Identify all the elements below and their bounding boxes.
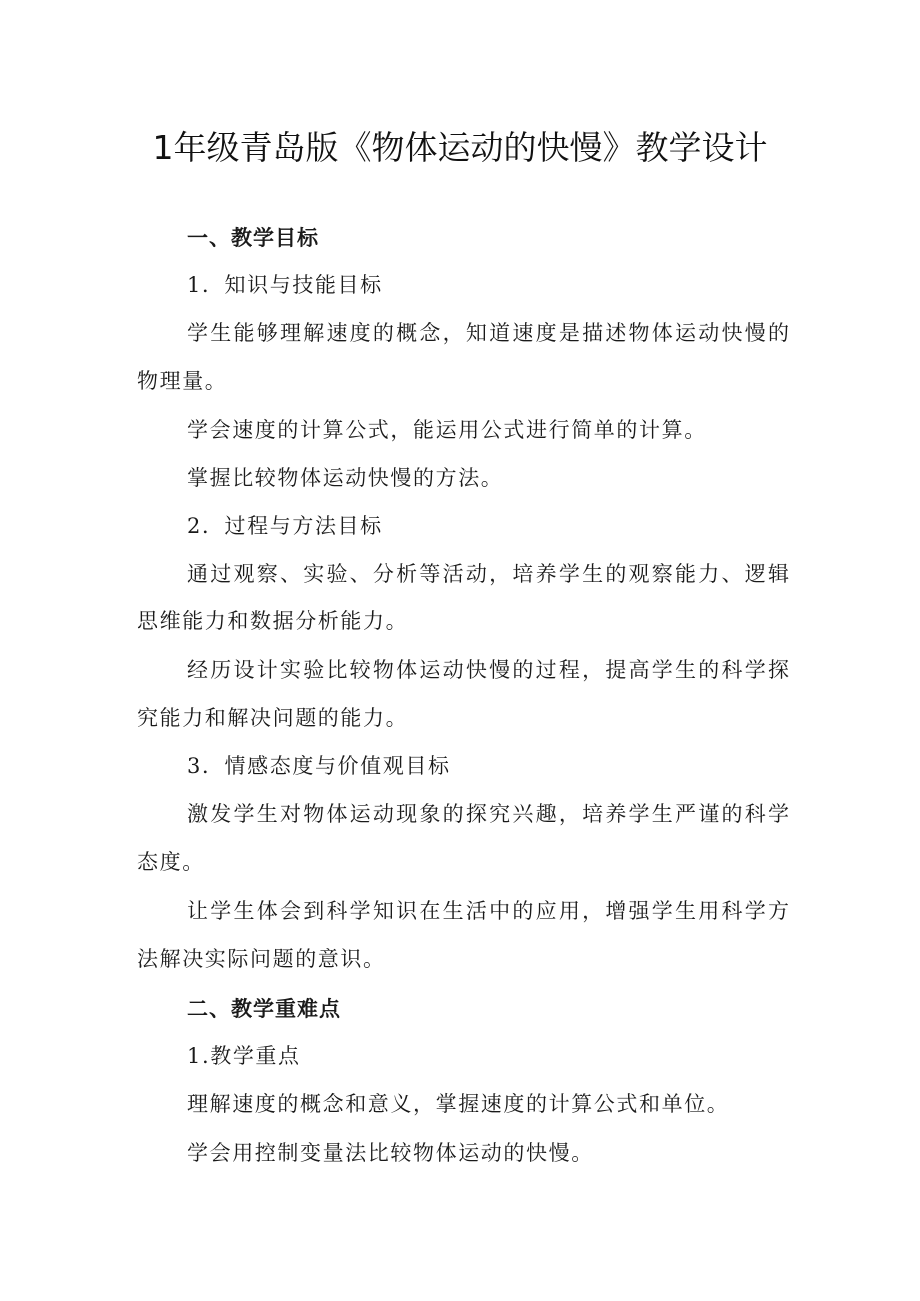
subheading-knowledge-skills: 1．知识与技能目标 (187, 273, 383, 297)
paragraph-line: 经历设计实验比较物体运动快慢的过程，提高学生的科学探 (187, 658, 789, 682)
subheading-process-methods: 2．过程与方法目标 (187, 514, 383, 538)
paragraph-line: 究能力和解决问题的能力。 (137, 706, 409, 730)
section-heading-key-points: 二、教学重难点 (187, 997, 341, 1021)
paragraph-line: 让学生体会到科学知识在生活中的应用，增强学生用科学方 (187, 899, 789, 923)
subheading-teaching-focus: 1.教学重点 (187, 1044, 301, 1068)
document-title: 1年级青岛版《物体运动的快慢》教学设计 (152, 128, 768, 167)
paragraph-line: 掌握比较物体运动快慢的方法。 (187, 466, 504, 490)
paragraph-line: 法解决实际问题的意识。 (137, 947, 386, 971)
paragraph-line: 学会用控制变量法比较物体运动的快慢。 (187, 1141, 594, 1165)
paragraph-line: 物理量。 (137, 369, 228, 393)
paragraph-line: 思维能力和数据分析能力。 (137, 609, 409, 633)
paragraph-line: 通过观察、实验、分析等活动，培养学生的观察能力、逻辑 (187, 562, 789, 586)
paragraph-line: 态度。 (137, 850, 205, 874)
section-heading-teaching-goals: 一、教学目标 (187, 226, 319, 250)
paragraph-line: 学生能够理解速度的概念，知道速度是描述物体运动快慢的 (187, 321, 789, 345)
paragraph-line: 激发学生对物体运动现象的探究兴趣，培养学生严谨的科学 (187, 802, 789, 826)
subheading-attitudes-values: 3．情感态度与价值观目标 (187, 754, 451, 778)
paragraph-line: 学会速度的计算公式，能运用公式进行简单的计算。 (187, 418, 707, 442)
paragraph-line: 理解速度的概念和意义，掌握速度的计算公式和单位。 (187, 1092, 730, 1116)
